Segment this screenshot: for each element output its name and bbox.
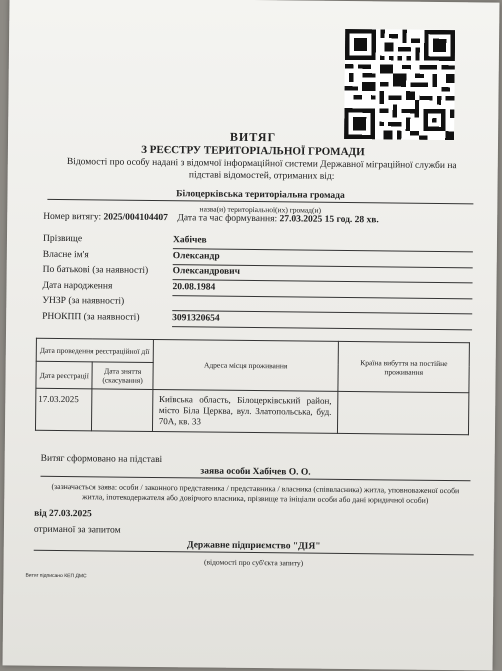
community-caption: назва(и) територіальної(их) громад(и): [199, 204, 322, 215]
cell-dereg-date: [92, 389, 153, 432]
field-value: Олександрович: [173, 266, 473, 283]
field-label: Дата народження: [42, 280, 113, 292]
document-sheet: [3, 0, 500, 671]
basis-note: (зазначається заява: особи / законного представника / представника / власника (співвласника) житла, уповноваженої особи житла, іпотекодержателя або довірчого власника, прізвище та ініціали особи або дані юридичної особи): [51, 481, 460, 505]
field-label: РНОКПП (за наявності): [42, 311, 140, 323]
intro-text: Відомості про особу надані з відомчої інформаційної системи Державної міграційної служби на підставі відомостей, отриманих від:: [66, 157, 457, 182]
received-label: отриманої за запитом: [33, 524, 121, 536]
basis-label: Витяг сформовано на підставі: [40, 453, 163, 466]
field-value: [172, 297, 472, 314]
header-country: Країна вибуття на постійне проживання: [338, 341, 469, 392]
extract-number-value: 2025/004104407: [103, 212, 168, 224]
header-dereg-date: Дата зняття (скасування): [92, 362, 153, 390]
field-label: УНЗР (за наявності): [42, 295, 125, 307]
cell-address: Київська область, Білоцерківський район, місто Біла Церква, вул. Златопольська, буд. 70А, кв. 33: [152, 389, 338, 433]
document-subtitle: З РЕЄСТРУ ТЕРИТОРІАЛЬНОЇ ГРОМАДИ: [141, 143, 365, 159]
cell-country: [338, 391, 469, 434]
requester-caption: (відомості про суб'єкта запиту): [203, 557, 304, 568]
person-fields: [42, 234, 473, 331]
field-value: Олександр: [173, 251, 473, 268]
formed-value: 27.03.2025 15 год. 28 хв.: [279, 214, 379, 226]
community-name: Білоцерківська територіальна громада: [47, 188, 473, 204]
formed-label: Дата та час формування:: [177, 213, 278, 225]
requester-name: Державне підприємство "ДІЯ": [34, 539, 474, 556]
qr-code-icon: [344, 29, 455, 140]
field-value: 3091320654: [172, 313, 472, 330]
header-address: Адреса місця проживання: [153, 339, 339, 391]
cell-reg-date: 17.03.2025: [35, 388, 92, 431]
header-dates: Дата проведення реєстраційної дії: [36, 338, 153, 362]
field-value: 20.08.1984: [172, 282, 472, 299]
field-label: По батькові (за наявності): [42, 264, 149, 276]
request-date: від 27.03.2025: [34, 508, 92, 520]
address-table: [35, 338, 470, 436]
field-label: Прізвище: [42, 233, 83, 245]
basis-value: заява особи Хабічев О. О.: [40, 465, 470, 482]
document-title: ВИТЯГ: [229, 129, 277, 145]
signature-note: Витяг підписано КЕП ДМС: [25, 572, 87, 580]
header-reg-date: Дата реєстрації: [36, 361, 93, 389]
field-value: Хабічев: [173, 235, 473, 252]
field-label: Власне ім'я: [42, 249, 89, 260]
field-tax-id: [42, 311, 472, 331]
table-row: [35, 388, 468, 435]
extract-number-label: Номер витягу:: [43, 211, 102, 223]
